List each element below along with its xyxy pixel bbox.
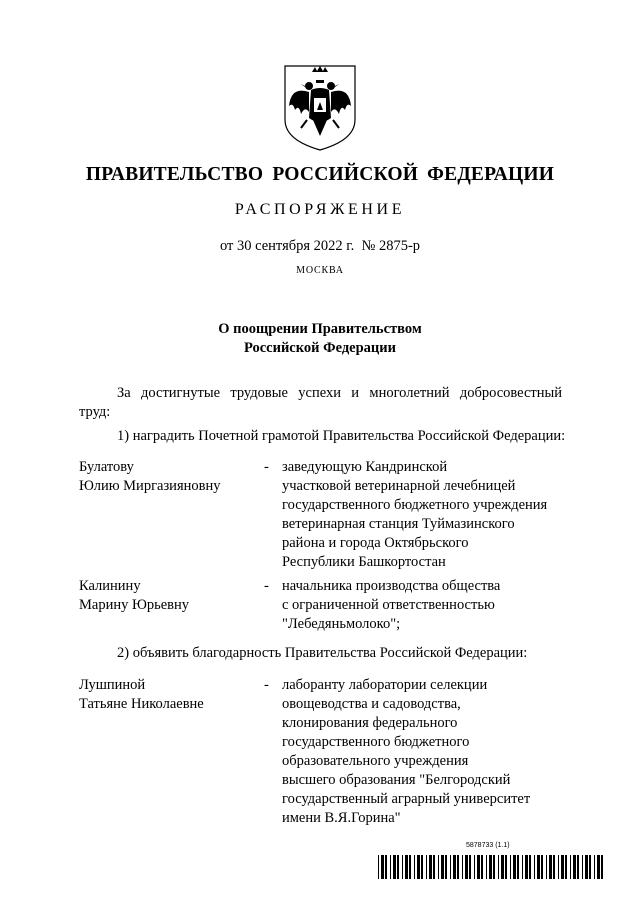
- barcode-bar: [397, 855, 399, 879]
- surname: Калинину: [79, 578, 141, 594]
- barcode-bar: [429, 855, 432, 879]
- barcode-bar: [457, 855, 459, 879]
- position-line: заведующую Кандринской: [282, 459, 448, 475]
- position-line: государственный аграрный университет: [282, 791, 531, 807]
- barcode-bar: [517, 855, 519, 879]
- position-line: образовательного учреждения: [282, 753, 469, 769]
- position-line: района и города Октябрьского: [282, 535, 469, 551]
- barcode-bar: [426, 855, 427, 879]
- barcode-bar: [549, 855, 552, 879]
- barcode-bar: [477, 855, 480, 879]
- barcode-bar: [589, 855, 591, 879]
- barcode-bar: [433, 855, 435, 879]
- barcode-bar: [541, 855, 543, 879]
- barcode-bar: [390, 855, 391, 879]
- subject-line: Российской Федерации: [243, 340, 396, 356]
- position-line: ветеринарная станция Туймазинского: [282, 516, 515, 532]
- position-line: начальника производства общества: [282, 578, 501, 594]
- barcode-bar: [486, 855, 487, 879]
- barcode-bar: [546, 855, 547, 879]
- barcode-bar: [489, 855, 492, 879]
- given-names: Юлию Миргазияновну: [79, 478, 221, 494]
- awardee-position: [282, 577, 582, 634]
- barcode-bar: [582, 855, 583, 879]
- position-line: участковой ветеринарной лечебницей: [282, 478, 516, 494]
- barcode-bar: [573, 855, 576, 879]
- dash: -: [264, 459, 269, 475]
- barcode-bar: [558, 855, 559, 879]
- awardee-position: [282, 458, 582, 572]
- barcode-bar: [585, 855, 588, 879]
- surname: Булатову: [79, 459, 134, 475]
- barcode-bar: [441, 855, 444, 879]
- position-line: клонирования федерального: [282, 715, 458, 731]
- barcode-bar: [498, 855, 499, 879]
- position-line: овощеводства и садоводства,: [282, 696, 461, 712]
- barcode-bar: [469, 855, 471, 879]
- barcode-bar: [505, 855, 507, 879]
- barcode-bar: [513, 855, 516, 879]
- document-type: РАСПОРЯЖЕНИЕ: [234, 201, 406, 218]
- barcode-bar: [393, 855, 396, 879]
- barcode-icon: [378, 855, 604, 879]
- barcode-bar: [409, 855, 411, 879]
- barcode-bar: [493, 855, 495, 879]
- barcode-bar: [474, 855, 475, 879]
- barcode-bar: [481, 855, 483, 879]
- position-line: с ограниченной ответственностью: [282, 597, 495, 613]
- dash: -: [264, 578, 269, 594]
- barcode-bar: [537, 855, 540, 879]
- awardee-name: [79, 577, 259, 615]
- intro-paragraph-end: труд:: [79, 404, 111, 420]
- barcode-bar: [465, 855, 468, 879]
- awardee-name: [79, 458, 259, 496]
- position-line: Республики Башкортостан: [282, 554, 446, 570]
- barcode-bar: [385, 855, 387, 879]
- city: МОСКВА: [296, 265, 344, 276]
- barcode-bar: [462, 855, 463, 879]
- barcode-bar: [405, 855, 408, 879]
- barcode-bar: [570, 855, 571, 879]
- barcode-bar: [529, 855, 531, 879]
- position-line: государственного бюджетного учреждения: [282, 497, 548, 513]
- surname: Лушпиной: [79, 677, 146, 693]
- barcode-bar: [453, 855, 456, 879]
- document-date: от 30 сентября 2022 г.: [219, 238, 355, 254]
- barcode-bar: [561, 855, 564, 879]
- barcode-bar: [597, 855, 600, 879]
- barcode-bar: [501, 855, 504, 879]
- barcode-bar: [553, 855, 555, 879]
- position-line: "Лебедяньмолоко";: [282, 616, 401, 632]
- barcode-bar: [402, 855, 403, 879]
- barcode-number: 5878733 (1.1): [466, 842, 510, 849]
- barcode-bar: [450, 855, 451, 879]
- intro-paragraph: За достигнутые трудовые успехи и многолетний добросовестный: [117, 385, 562, 401]
- coat-of-arms-icon: [279, 62, 361, 152]
- thanked-position: [282, 676, 582, 828]
- position-line: государственного бюджетного: [282, 734, 470, 750]
- document-subject: [0, 320, 640, 358]
- barcode-bar: [522, 855, 523, 879]
- item-two: 2) объявить благодарность Правительства Российской Федерации:: [117, 645, 528, 661]
- date-line: [0, 238, 640, 255]
- barcode-bar: [601, 855, 603, 879]
- barcode-bar: [378, 855, 379, 879]
- barcode-bar: [510, 855, 511, 879]
- item-one: 1) наградить Почетной грамотой Правительства Российской Федерации:: [117, 428, 566, 444]
- barcode-bar: [414, 855, 415, 879]
- position-line: имени В.Я.Горина": [282, 810, 401, 826]
- given-names: Марину Юрьевну: [79, 597, 190, 613]
- dash: -: [264, 677, 269, 693]
- thanked-name: [79, 676, 259, 714]
- subject-line: О поощрении Правительством: [218, 321, 422, 337]
- barcode-bar: [577, 855, 579, 879]
- barcode-bar: [594, 855, 595, 879]
- document-number: № 2875-р: [361, 238, 421, 254]
- barcode-bar: [417, 855, 420, 879]
- barcode-bar: [534, 855, 535, 879]
- barcode-bar: [445, 855, 447, 879]
- given-names: Татьяне Николаевне: [79, 696, 204, 712]
- barcode-bar: [565, 855, 567, 879]
- organization-title: ПРАВИТЕЛЬСТВО РОССИЙСКОЙ ФЕДЕРАЦИИ: [85, 164, 555, 185]
- position-line: высшего образования "Белгородский: [282, 772, 511, 788]
- barcode-bar: [438, 855, 439, 879]
- position-line: лаборанту лаборатории селекции: [282, 677, 488, 693]
- barcode-bar: [421, 855, 423, 879]
- barcode-bar: [381, 855, 384, 879]
- barcode-bar: [525, 855, 528, 879]
